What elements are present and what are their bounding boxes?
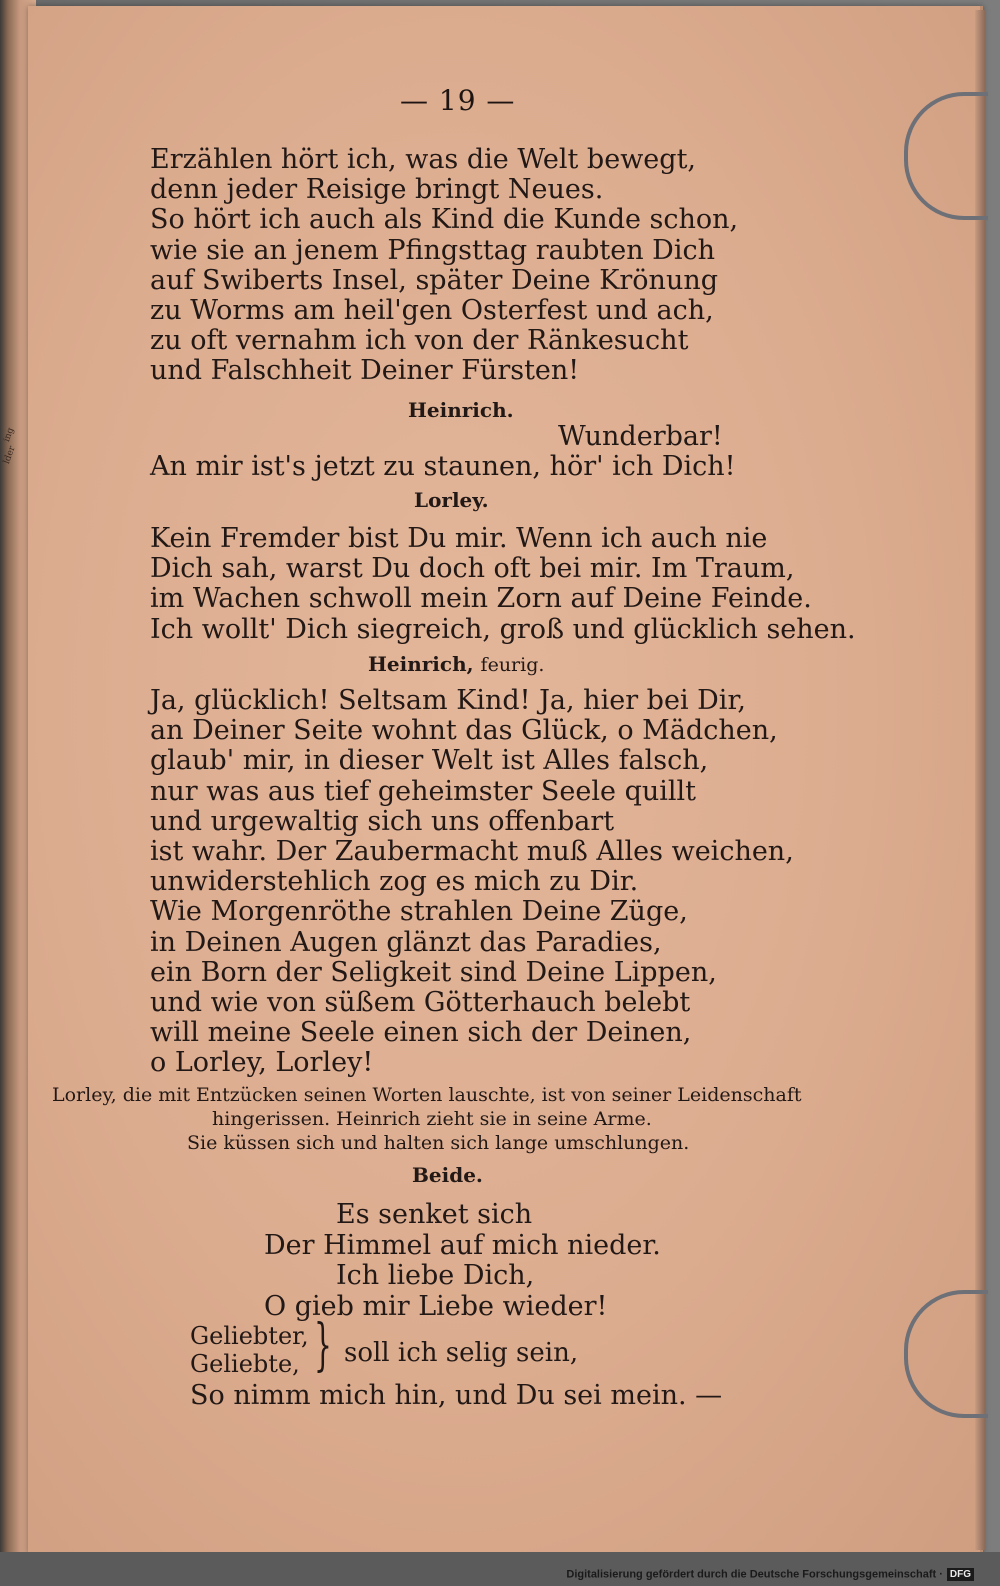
verse-line: zu Worms am heil'gen Osterfest und ach, <box>150 295 714 327</box>
verse-line: auf Swiberts Insel, später Deine Krönung <box>150 264 719 296</box>
verse-line: wie sie an jenem Pfingsttag raubten Dich <box>150 234 715 266</box>
verse-line: und wie von süßem Götterhauch belebt <box>150 987 691 1019</box>
verse-block-2 <box>150 422 790 482</box>
verse-line: O gieb mir Liebe wieder! <box>264 1290 608 1322</box>
stage-line: hingerissen. Heinrich zieht sie in seine Arme. <box>212 1108 652 1130</box>
verse-line: zu oft vernahm ich von der Ränkesucht <box>150 325 689 357</box>
verse-block-4 <box>150 685 794 1079</box>
verse-block-1 <box>150 145 790 387</box>
brace-options <box>190 1322 309 1378</box>
stage-direction <box>52 1083 842 1155</box>
verse-line: So hört ich auch als Kind die Kunde schon, <box>150 204 739 236</box>
verse-line: An mir ist's jetzt zu staunen, hör' ich Dich! <box>150 451 736 483</box>
verse-line: ist wahr. Der Zaubermacht muß Alles weichen, <box>150 836 794 868</box>
verse-line-indented: Wunderbar! <box>558 421 723 452</box>
curly-brace-icon: } <box>314 1313 332 1378</box>
footer-text: Digitalisierung gefördert durch die Deutsche Forschungsgemeinschaft · <box>566 1568 943 1581</box>
speaker-heinrich: Heinrich. <box>408 398 514 422</box>
verse-line: Der Himmel auf mich nieder. <box>264 1229 661 1261</box>
page-number: — 19 — <box>400 84 516 117</box>
verse-line: Kein Fremder bist Du mir. Wenn ich auch nie <box>150 523 768 554</box>
verse-line: in Deinen Augen glänzt das Paradies, <box>150 926 662 958</box>
verse-line: Ich liebe Dich, <box>336 1260 535 1291</box>
margin-fragment: lder <box>2 444 18 466</box>
digitization-footer <box>566 1568 974 1581</box>
verse-line: o Lorley, Lorley! <box>150 1047 374 1079</box>
verse-line: Ja, glücklich! Seltsam Kind! Ja, hier bei Dir, <box>150 685 746 716</box>
verse-line: im Wachen schwoll mein Zorn auf Deine Feinde. <box>150 583 812 615</box>
verse-line: Erzählen hört ich, was die Welt bewegt, <box>150 144 696 175</box>
speaker-lorley: Lorley. <box>414 488 489 512</box>
stage-line: Lorley, die mit Entzücken seinen Worten lauschte, ist von seiner Leidenschaft <box>52 1084 802 1106</box>
margin-fragment: ing <box>2 426 17 444</box>
duet-verse <box>190 1200 750 1322</box>
verse-line: Wie Morgenröthe strahlen Deine Züge, <box>150 896 688 928</box>
verse-line: an Deiner Seite wohnt das Glück, o Mädchen, <box>150 715 778 747</box>
verse-block-3 <box>150 523 856 645</box>
verse-line: und urgewaltig sich uns offenbart <box>150 805 615 837</box>
final-verse-line: So nimm mich hin, und Du sei mein. — <box>190 1380 723 1411</box>
verse-line: Dich sah, warst Du doch oft bei mir. Im Traum, <box>150 553 795 585</box>
verse-line: denn jeder Reisige bringt Neues. <box>150 174 604 206</box>
verse-line: unwiderstehlich zog es mich zu Dir. <box>150 866 639 898</box>
verse-line: glaub' mir, in dieser Welt ist Alles falsch, <box>150 745 709 777</box>
verse-line: will meine Seele einen sich der Deinen, <box>150 1017 692 1049</box>
brace-option: Geliebter, <box>190 1322 309 1350</box>
speaker-name: Heinrich, <box>368 652 474 676</box>
dfg-logo: DFG <box>947 1568 974 1581</box>
verse-line: Es senket sich <box>336 1199 533 1230</box>
stage-direction-inline: feurig. <box>480 654 545 676</box>
verse-line: ein Born der Seligkeit sind Deine Lippen, <box>150 956 717 988</box>
verse-line: und Falschheit Deiner Fürsten! <box>150 355 580 387</box>
brace-text: soll ich selig sein, <box>344 1338 579 1368</box>
speaker-beide: Beide. <box>412 1163 483 1187</box>
brace-group <box>190 1313 710 1382</box>
verse-line: Ich wollt' Dich siegreich, groß und glücklich sehen. <box>150 613 856 645</box>
stage-line: Sie küssen sich und halten sich lange umschlungen. <box>187 1132 690 1154</box>
verse-line: nur was aus tief geheimster Seele quillt <box>150 775 696 807</box>
brace-option: Geliebte, <box>190 1350 300 1378</box>
speaker-heinrich-direction <box>368 652 544 676</box>
